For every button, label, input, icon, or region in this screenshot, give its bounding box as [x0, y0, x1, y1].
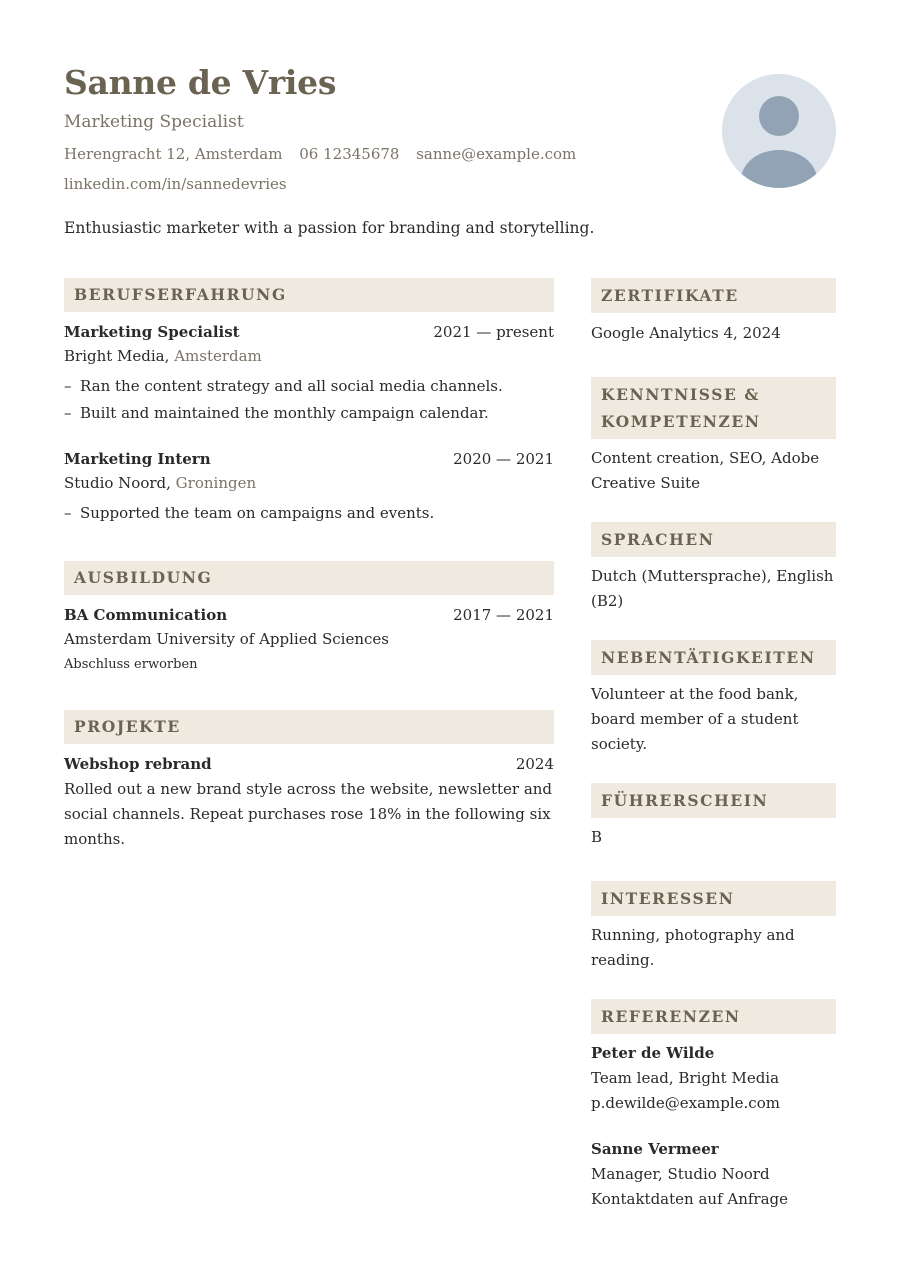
languages-text: Dutch (Muttersprache), English (B2) — [591, 567, 834, 610]
section-heading-experience: BERUFSERFAHRUNG — [64, 278, 554, 312]
reference-role: Team lead, Bright Media — [591, 1069, 780, 1087]
avatar-placeholder-icon — [722, 74, 836, 188]
reference-item — [591, 1137, 836, 1212]
job-title: Marketing Intern — [64, 450, 211, 468]
resume-header — [64, 60, 624, 194]
section-heading-projects: PROJEKTE — [64, 710, 554, 744]
linkedin: linkedin.com/in/sannedevries — [64, 175, 287, 193]
degree-title: BA Communication — [64, 606, 228, 624]
reference-role: Manager, Studio Noord — [591, 1165, 770, 1183]
section-heading-license: FÜHRERSCHEIN — [591, 783, 836, 818]
company-location: Groningen — [175, 474, 257, 492]
project-description: Rolled out a new brand style across the website, newsletter and social channels. Repeat purchases rose 18% in the following six months. — [64, 780, 553, 848]
experience-item — [64, 447, 554, 527]
phone: 06 12345678 — [299, 145, 400, 163]
degree-date: 2017 — 2021 — [453, 606, 554, 624]
experience-item — [64, 320, 554, 427]
candidate-role: Marketing Specialist — [64, 112, 244, 132]
activities-text: Volunteer at the food bank, board member of a student society. — [591, 685, 799, 753]
interests-text: Running, photography and reading. — [591, 926, 795, 969]
section-heading-interests: INTERESSEN — [591, 881, 836, 916]
reference-item — [591, 1041, 836, 1116]
section-heading-education: AUSBILDUNG — [64, 561, 554, 595]
section-heading-activities: NEBENTÄTIGKEITEN — [591, 640, 836, 675]
section-heading-skills: KENNTNISSE & KOMPETENZEN — [591, 377, 836, 439]
section-heading-languages: SPRACHEN — [591, 522, 836, 557]
job-bullets — [64, 373, 554, 427]
main-column — [64, 278, 554, 852]
project-title: Webshop rebrand — [64, 755, 212, 773]
job-company — [64, 344, 554, 369]
summary: Enthusiastic marketer with a passion for branding and storytelling. — [64, 219, 595, 237]
company-name: Studio Noord, — [64, 474, 171, 492]
company-name: Bright Media, — [64, 347, 170, 365]
project-date: 2024 — [515, 755, 554, 773]
degree-note: Abschluss erworben — [64, 657, 198, 672]
avatar-body — [741, 150, 817, 188]
job-company — [64, 471, 554, 496]
job-date: 2021 — present — [433, 323, 554, 341]
bullet: – Supported the team on campaigns and events. — [64, 500, 554, 527]
avatar-head — [759, 96, 799, 136]
reference-name: Peter de Wilde — [591, 1044, 715, 1062]
sidebar-column — [591, 278, 836, 1212]
school-name: Amsterdam University of Applied Sciences — [64, 630, 389, 648]
bullet: – Built and maintained the monthly campaign calendar. — [64, 400, 554, 427]
education-item — [64, 603, 554, 676]
section-heading-certificates: ZERTIFIKATE — [591, 278, 836, 313]
reference-name: Sanne Vermeer — [591, 1140, 719, 1158]
job-bullets — [64, 500, 554, 527]
bullet: – Ran the content strategy and all social media channels. — [64, 373, 554, 400]
license-text: B — [591, 828, 603, 846]
skills-text: Content creation, SEO, Adobe Creative Suite — [591, 449, 820, 492]
reference-contact: p.dewilde@example.com — [591, 1094, 780, 1112]
contact-line — [64, 144, 624, 164]
company-location: Amsterdam — [174, 347, 262, 365]
certificates-text: Google Analytics 4, 2024 — [591, 324, 781, 342]
job-date: 2020 — 2021 — [453, 450, 554, 468]
address: Herengracht 12, Amsterdam — [64, 145, 283, 163]
section-heading-references: REFERENZEN — [591, 999, 836, 1034]
candidate-name: Sanne de Vries — [64, 63, 337, 102]
job-title: Marketing Specialist — [64, 323, 240, 341]
email: sanne@example.com — [416, 145, 577, 163]
reference-contact: Kontaktdaten auf Anfrage — [591, 1190, 789, 1208]
project-item — [64, 752, 554, 852]
